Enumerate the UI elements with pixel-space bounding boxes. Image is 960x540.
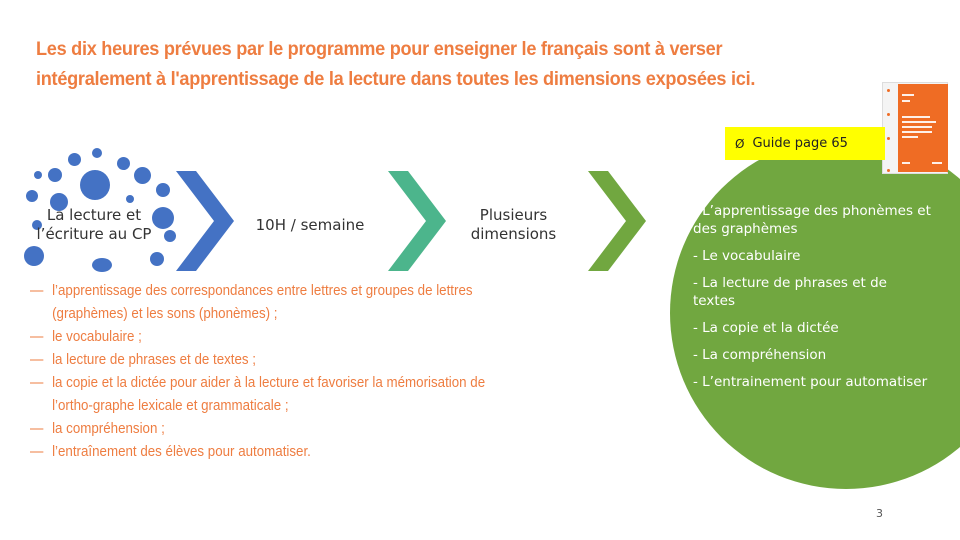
slide-title — [36, 34, 756, 94]
program-excerpt-list — [30, 280, 508, 464]
list-item: — l’apprentissage des correspondances entre lettres et groupes de lettres (graphèmes) et les sons (phonèmes) ; — [30, 283, 473, 322]
dot — [34, 171, 42, 179]
circle-label-line1: La lecture et — [46, 206, 142, 224]
dimensions-list — [693, 202, 933, 400]
dot — [92, 148, 102, 158]
arrow-bullet-icon: Ø — [735, 136, 745, 151]
step-dimensions-label — [446, 206, 581, 244]
list-item: — la lecture de phrases et de textes ; — [30, 352, 257, 368]
slide-title-line1: Les dix heures prévues par le programme pour enseigner le français sont à verser — [36, 38, 723, 60]
guide-cover — [898, 84, 948, 172]
list-item: — l’entraînement des élèves pour automatiser. — [30, 444, 311, 460]
list-item: — la compréhension ; — [30, 421, 165, 437]
circle-label — [4, 206, 184, 244]
dot — [80, 170, 110, 200]
dot — [117, 157, 130, 170]
list-item: - La copie et la dictée — [693, 320, 839, 336]
dot — [68, 153, 81, 166]
step-dimensions-line2: dimensions — [470, 225, 557, 243]
dot — [48, 168, 62, 182]
dot — [92, 258, 112, 272]
circle-label-line2: l’écriture au CP — [36, 225, 152, 243]
chevron-right-icon — [588, 171, 646, 271]
chevron-right-icon — [176, 171, 234, 271]
dot — [126, 195, 134, 203]
guide-reference-label — [725, 127, 885, 160]
dot — [156, 183, 170, 197]
list-item: — le vocabulaire ; — [30, 329, 142, 345]
list-item: - L’entrainement pour automatiser — [693, 374, 928, 390]
dot — [26, 190, 38, 202]
list-item: - La lecture de phrases et de textes — [693, 275, 887, 309]
slide-title-line2: intégralement à l'apprentissage de la lecture dans toutes les dimensions exposées ici. — [36, 68, 756, 90]
guide-reference-text: Guide page 65 — [752, 136, 848, 151]
guide-cover-thumbnail — [882, 82, 948, 174]
list-item: - La compréhension — [693, 347, 827, 363]
list-item: — la copie et la dictée pour aider à la lecture et favoriser la mémorisation de l’ortho-graphe lexicale et grammaticale ; — [30, 375, 486, 414]
list-item: - Le vocabulaire — [693, 248, 801, 264]
chevron-right-icon — [388, 171, 446, 271]
step-dimensions-line1: Plusieurs — [479, 206, 548, 224]
dot — [150, 252, 164, 266]
dot — [24, 246, 44, 266]
list-item: - L’apprentissage des phonèmes et des graphèmes — [693, 203, 931, 237]
step-hours-label: 10H / semaine — [255, 216, 365, 234]
dot — [134, 167, 151, 184]
page-number: 3 — [876, 507, 883, 520]
